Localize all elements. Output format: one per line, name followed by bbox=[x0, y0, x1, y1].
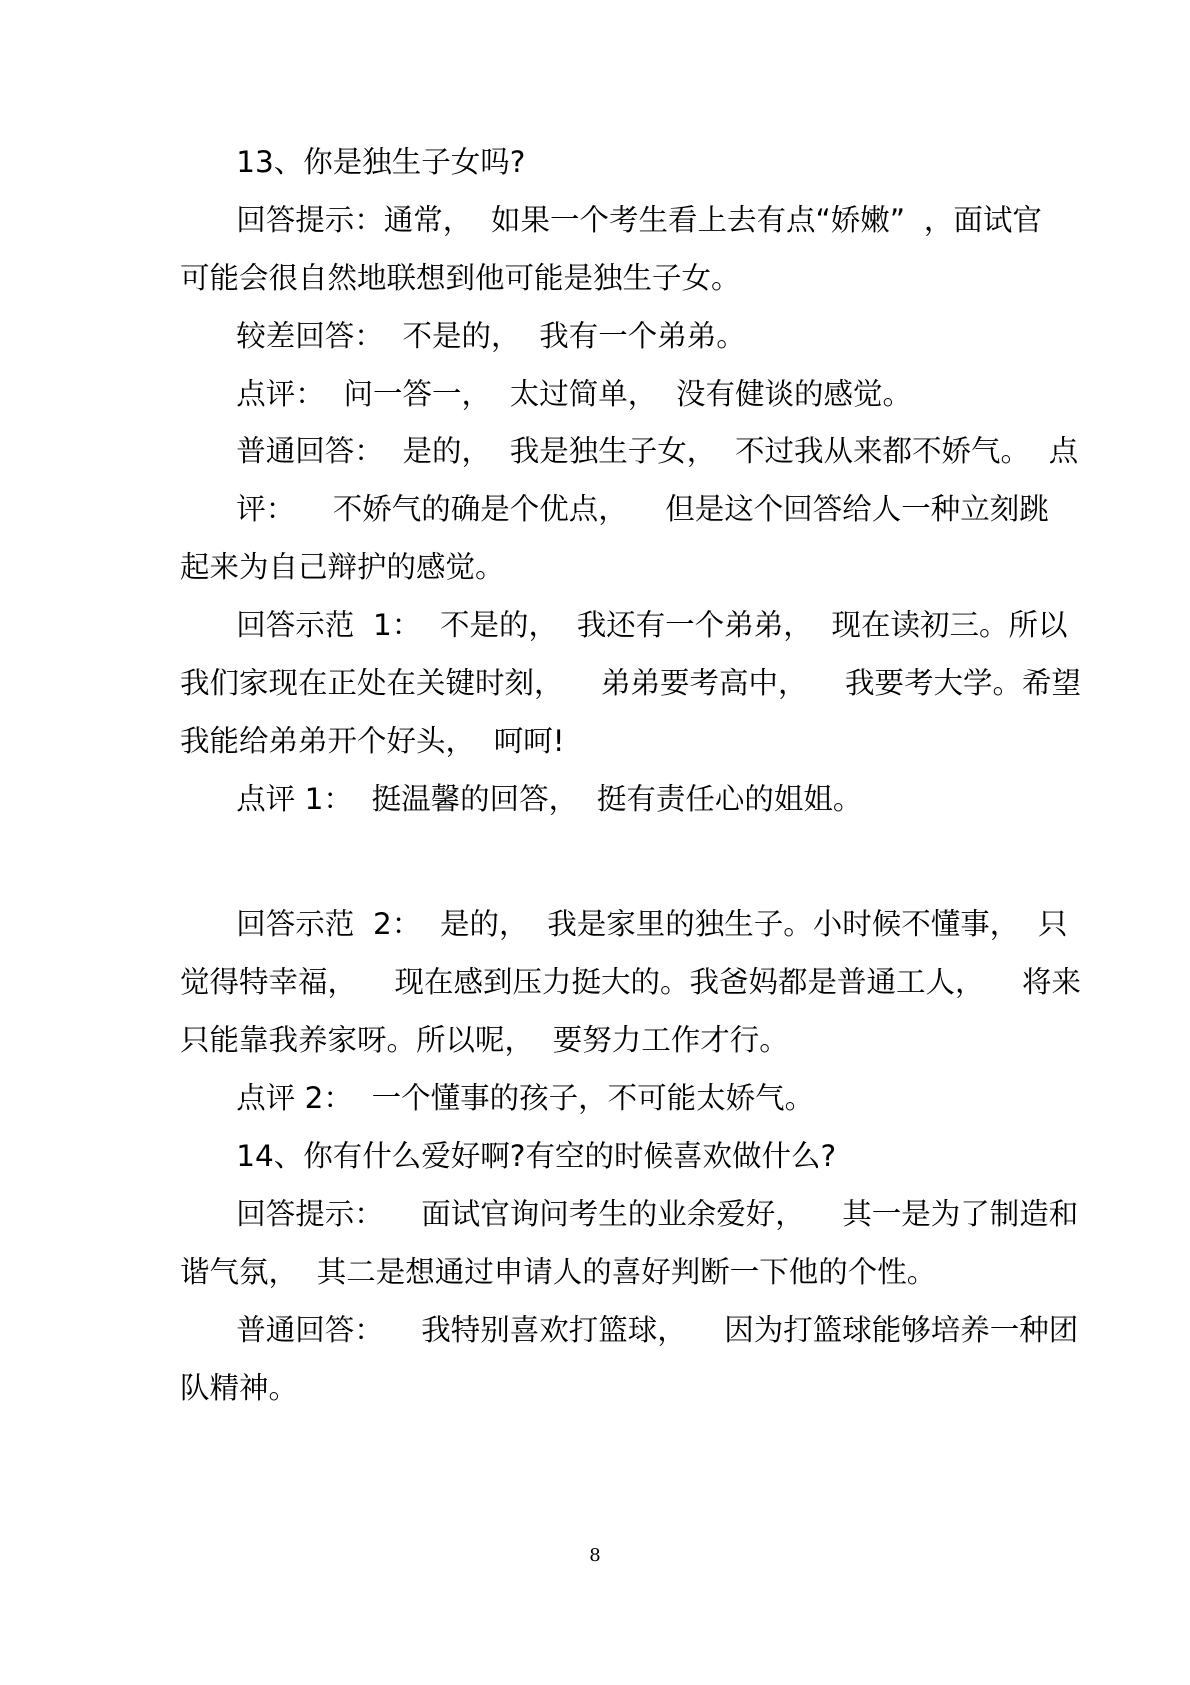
question-14-normal-answer-line-2: 队精神。 bbox=[180, 1371, 299, 1405]
comment-1: 点评 1： 挺温馨的回答， 挺有责任心的姐姐。 bbox=[180, 782, 863, 816]
answer-tip-line-2: 可能会很自然地联想到他可能是独生子女。 bbox=[180, 261, 741, 295]
normal-answer-line-3: 起来为自己辩护的感觉。 bbox=[180, 550, 505, 584]
sample-answer-2-line-3: 只能靠我养家呀。所以呢， 要努力工作才行。 bbox=[180, 1023, 789, 1057]
sample-answer-2-line-1: 回答示范 2： 是的， 我是家里的独生子。小时候不懂事， 只 bbox=[180, 907, 1068, 941]
sample-answer-2-line-2: 觉得特幸福， 现在感到压力挺大的。我爸妈都是普通工人， 将来 bbox=[180, 965, 1082, 999]
question-13: 13、你是独生子女吗? bbox=[180, 145, 526, 179]
question-14-normal-answer-line-1: 普通回答： 我特别喜欢打篮球， 因为打篮球能够培养一种团 bbox=[180, 1313, 1079, 1347]
poor-answer: 较差回答： 不是的， 我有一个弟弟。 bbox=[180, 319, 746, 353]
question-14: 14、你有什么爱好啊?有空的时候喜欢做什么? bbox=[180, 1139, 837, 1173]
question-14-tip-line-2: 谐气氛， 其二是想通过申请人的喜好判断一下他的个性。 bbox=[180, 1255, 937, 1289]
normal-answer-line-2: 评： 不娇气的确是个优点， 但是这个回答给人一种立刻跳 bbox=[180, 492, 1049, 526]
sample-answer-1-line-1: 回答示范 1： 不是的， 我还有一个弟弟， 现在读初三。所以 bbox=[180, 608, 1068, 642]
comment-2: 点评 2： 一个懂事的孩子，不可能太娇气。 bbox=[180, 1081, 815, 1115]
normal-answer-line-1: 普通回答： 是的， 我是独生子女， 不过我从来都不娇气。 点 bbox=[180, 434, 1079, 468]
sample-answer-1-line-3: 我能给弟弟开个好头， 呵呵! bbox=[180, 724, 565, 758]
poor-answer-comment: 点评： 问一答一， 太过简单， 没有健谈的感觉。 bbox=[180, 377, 913, 411]
answer-tip-line-1: 回答提示：通常， 如果一个考生看上去有点“娇嫩” ，面试官 bbox=[180, 203, 1042, 237]
page-number: 8 bbox=[589, 1545, 601, 1566]
question-14-tip-line-1: 回答提示： 面试官询问考生的业余爱好， 其一是为了制造和 bbox=[180, 1197, 1079, 1231]
sample-answer-1-line-2: 我们家现在正处在关键时刻， 弟弟要考高中， 我要考大学。希望 bbox=[180, 666, 1082, 700]
